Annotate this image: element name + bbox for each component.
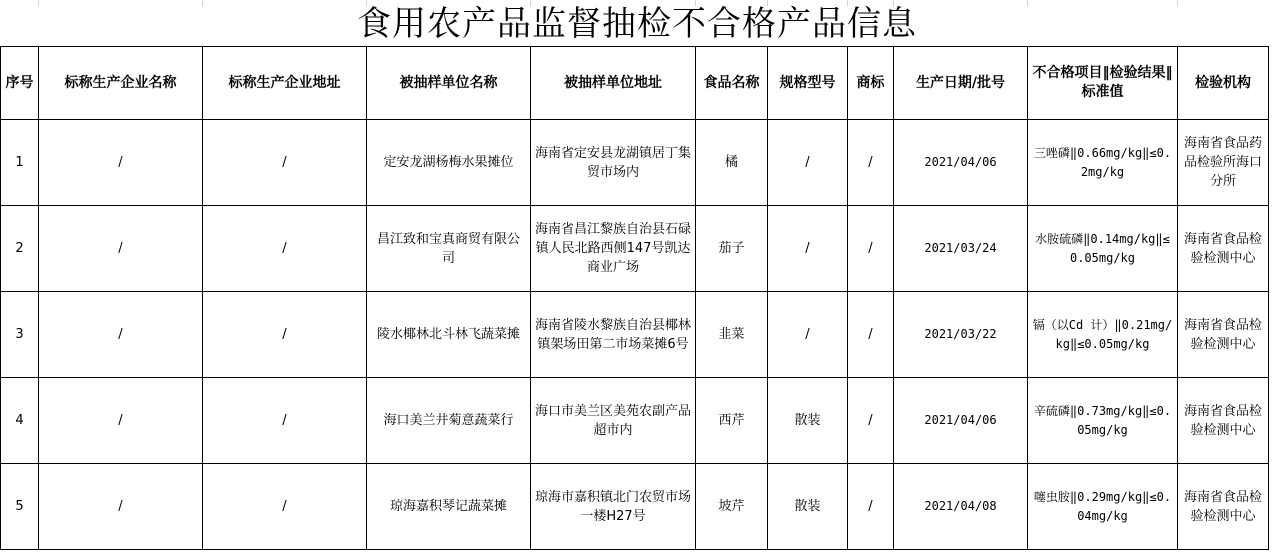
cell-sampled-unit-name: 陵水椰林北斗林飞蔬菜摊 xyxy=(367,292,531,378)
cell-producer-address: / xyxy=(203,464,367,550)
cell-producer-address: / xyxy=(203,378,367,464)
cell-failed-item: 镉（以Cd 计）‖0.21mg/kg‖≤0.05mg/kg xyxy=(1028,292,1178,378)
cell-food-name: 橘 xyxy=(696,120,768,206)
cell-brand: / xyxy=(848,292,894,378)
cell-food-name: 西芹 xyxy=(696,378,768,464)
cell-brand: / xyxy=(848,120,894,206)
cell-failed-item: 水胺硫磷‖0.14mg/kg‖≤0.05mg/kg xyxy=(1028,206,1178,292)
cell-inspection-agency: 海南省食品检验检测中心 xyxy=(1178,378,1269,464)
cell-inspection-agency: 海南省食品检验检测中心 xyxy=(1178,292,1269,378)
cell-spec: / xyxy=(768,120,848,206)
table-row xyxy=(1,292,1269,378)
header-food-name: 食品名称 xyxy=(696,47,768,120)
cell-inspection-agency: 海南省食品药品检验所海口分所 xyxy=(1178,120,1269,206)
cell-index: 1 xyxy=(1,120,39,206)
cell-index: 5 xyxy=(1,464,39,550)
cell-spec: / xyxy=(768,206,848,292)
cell-sampled-unit-address: 海南省昌江黎族自治县石碌镇人民北路西侧147号凯达商业广场 xyxy=(531,206,696,292)
cell-producer-address: / xyxy=(203,206,367,292)
page-title: 食用农产品监督抽检不合格产品信息 xyxy=(357,4,917,44)
table-row xyxy=(1,206,1269,292)
cell-spec: 散装 xyxy=(768,464,848,550)
header-index: 序号 xyxy=(1,47,39,120)
cell-producer-name: / xyxy=(39,206,203,292)
cell-production-date: 2021/04/06 xyxy=(894,378,1028,464)
cell-inspection-agency: 海南省食品检验检测中心 xyxy=(1178,464,1269,550)
cell-sampled-unit-address: 琼海市嘉积镇北门农贸市场一楼H27号 xyxy=(531,464,696,550)
header-sampled-unit-name: 被抽样单位名称 xyxy=(367,47,531,120)
cell-production-date: 2021/04/08 xyxy=(894,464,1028,550)
table-row xyxy=(1,120,1269,206)
header-producer-address: 标称生产企业地址 xyxy=(203,47,367,120)
cell-spec: 散装 xyxy=(768,378,848,464)
header-sampled-unit-address: 被抽样单位地址 xyxy=(531,47,696,120)
cell-food-name: 茄子 xyxy=(696,206,768,292)
cell-producer-address: / xyxy=(203,292,367,378)
cell-failed-item: 三唑磷‖0.66mg/kg‖≤0.2mg/kg xyxy=(1028,120,1178,206)
cell-production-date: 2021/04/06 xyxy=(894,120,1028,206)
header-failed-item: 不合格项目‖检验结果‖标准值 xyxy=(1028,47,1178,120)
table-row xyxy=(1,378,1269,464)
table-header-row xyxy=(1,47,1269,120)
cell-index: 4 xyxy=(1,378,39,464)
cell-sampled-unit-address: 海南省定安县龙湖镇居丁集贸市场内 xyxy=(531,120,696,206)
cell-failed-item: 噻虫胺‖0.29mg/kg‖≤0.04mg/kg xyxy=(1028,464,1178,550)
cell-producer-address: / xyxy=(203,120,367,206)
cell-producer-name: / xyxy=(39,292,203,378)
cell-index: 3 xyxy=(1,292,39,378)
cell-spec: / xyxy=(768,292,848,378)
header-production-date: 生产日期/批号 xyxy=(894,47,1028,120)
cell-sampled-unit-address: 海南省陵水黎族自治县椰林镇架场田第二市场菜摊6号 xyxy=(531,292,696,378)
cell-sampled-unit-address: 海口市美兰区美苑农副产品超市内 xyxy=(531,378,696,464)
cell-sampled-unit-name: 琼海嘉积琴记蔬菜摊 xyxy=(367,464,531,550)
cell-producer-name: / xyxy=(39,378,203,464)
cell-sampled-unit-name: 定安龙湖杨梅水果摊位 xyxy=(367,120,531,206)
header-inspection-agency: 检验机构 xyxy=(1178,47,1269,120)
cell-failed-item: 辛硫磷‖0.73mg/kg‖≤0.05mg/kg xyxy=(1028,378,1178,464)
header-brand: 商标 xyxy=(848,47,894,120)
cell-brand: / xyxy=(848,464,894,550)
cell-inspection-agency: 海南省食品检验检测中心 xyxy=(1178,206,1269,292)
header-producer-name: 标称生产企业名称 xyxy=(39,47,203,120)
results-table xyxy=(0,46,1269,550)
cell-production-date: 2021/03/22 xyxy=(894,292,1028,378)
cell-food-name: 韭菜 xyxy=(696,292,768,378)
table-row xyxy=(1,464,1269,550)
header-spec: 规格型号 xyxy=(768,47,848,120)
cell-sampled-unit-name: 昌江致和宝真商贸有限公司 xyxy=(367,206,531,292)
cell-brand: / xyxy=(848,378,894,464)
cell-producer-name: / xyxy=(39,120,203,206)
cell-index: 2 xyxy=(1,206,39,292)
cell-food-name: 坡芹 xyxy=(696,464,768,550)
cell-sampled-unit-name: 海口美兰井菊意蔬菜行 xyxy=(367,378,531,464)
cell-production-date: 2021/03/24 xyxy=(894,206,1028,292)
cell-brand: / xyxy=(848,206,894,292)
cell-producer-name: / xyxy=(39,464,203,550)
